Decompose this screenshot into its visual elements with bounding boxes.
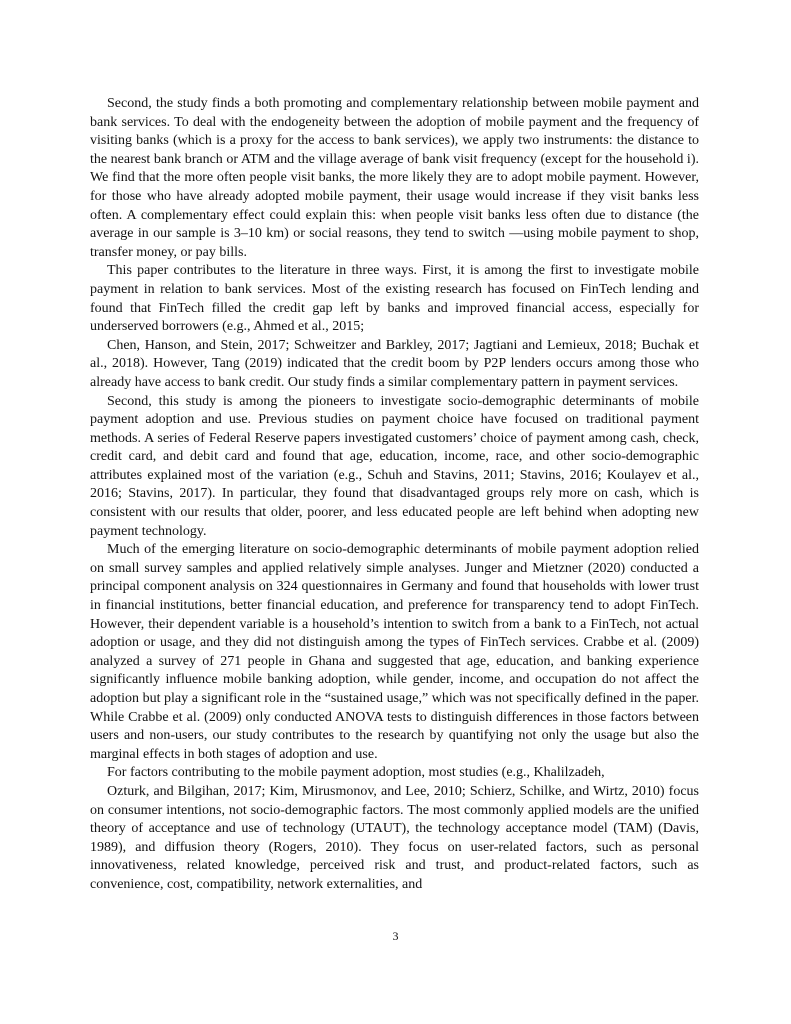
paragraph-contributions: This paper contributes to the literature in three ways. First, it is among the first to investigate mobile payment in relation to bank services. Most of the existing research has focused on FinTech lending and found that FinTech filled the credit gap left by banks and improved financial access, especially for underserved borrowers (e.g., Ahmed et al., 2015; (90, 263, 699, 335)
body-text (90, 95, 699, 895)
paragraph-adoption-models: Ozturk, and Bilgihan, 2017; Kim, Mirusmonov, and Lee, 2010; Schierz, Schilke, and Wirtz, 2010) focus on consumer intentions, not socio-demographic factors. The most commonly applied models are the unified theory of acceptance and use of technology (UTAUT), the technology acceptance model (TAM) (Davis, 1989), and diffusion theory (Rogers, 2010). They focus on user-related factors, such as personal innovativeness, related knowledge, perceived risk and trust, and product-related factors, such as convenience, cost, compatibility, network externalities, and (90, 783, 699, 892)
paragraph-lending-citations: Chen, Hanson, and Stein, 2017; Schweitzer and Barkley, 2017; Jagtiani and Lemieux, 2018; Buchak et al., 2018). However, Tang (2019) indicated that the credit boom by P2P lenders occurs among those who already have access to bank credit. Our study finds a similar complementary pattern in payment services. (90, 337, 699, 390)
paragraph-adoption-factors: For factors contributing to the mobile payment adoption, most studies (e.g., Khalilzadeh, (107, 765, 605, 781)
page-number: 3 (392, 929, 399, 943)
paragraph-emerging-literature: Much of the emerging literature on socio-demographic determinants of mobile payment adoption relied on small survey samples and applied relatively simple analyses. Junger and Mietzner (2020) conducted a principal component analysis on 324 questionnaires in Germany and found that households with lower trust in financial institutions, better financial education, and preference for transparency tend to adopt FinTech. However, their dependent variable is a household’s intention to switch from a bank to a FinTech, not actual adoption or usage, and they did not distinguish among the types of FinTech services. Crabbe et al. (2009) analyzed a survey of 271 people in Ghana and suggested that age, education, and banking experience significantly influence mobile banking adoption, while gender, income, and occupation do not affect the adoption but play a significant role in the “sustained usage,” which was not specifically defined in the paper. While Crabbe et al. (2009) only conducted ANOVA tests to distinguish differences in those factors between users and non-users, our study contributes to the research by quantifying not only the usage but also the marginal effects in both stages of adoption and use. (90, 542, 699, 762)
paragraph-bank-relationship: Second, the study finds a both promoting and complementary relationship between mobile payment and bank services. To deal with the endogeneity between the adoption of mobile payment and the frequency of visiting banks (which is a proxy for the access to bank services), we apply two instruments: the distance to the nearest bank branch or ATM and the village average of bank visit frequency (except for the household i). We find that the more often people visit banks, the more likely they are to adopt mobile payment. However, for those who have already adopted mobile payment, their usage would increase if they visit banks less often. A complementary effect could explain this: when people visit banks less often due to distance (the average in our sample is 3–10 km) or social reasons, they tend to switch —using mobile payment to shop, transfer money, or pay bills. (90, 96, 699, 260)
paragraph-socio-demographic: Second, this study is among the pioneers to investigate socio-demographic determinants of mobile payment adoption and use. Previous studies on payment choice have focused on traditional payment methods. A series of Federal Reserve papers investigated customers’ choice of payment among cash, check, credit card, and debit card and found that age, education, income, race, and other socio-demographic attributes explained most of the variation (e.g., Schuh and Stavins, 2011; Stavins, 2016; Koulayev et al., 2016; Stavins, 2017). In particular, they found that disadvantaged groups rely more on cash, which is consistent with our results that older, poorer, and less educated people are left behind when adopting new payment technology. (90, 393, 699, 539)
